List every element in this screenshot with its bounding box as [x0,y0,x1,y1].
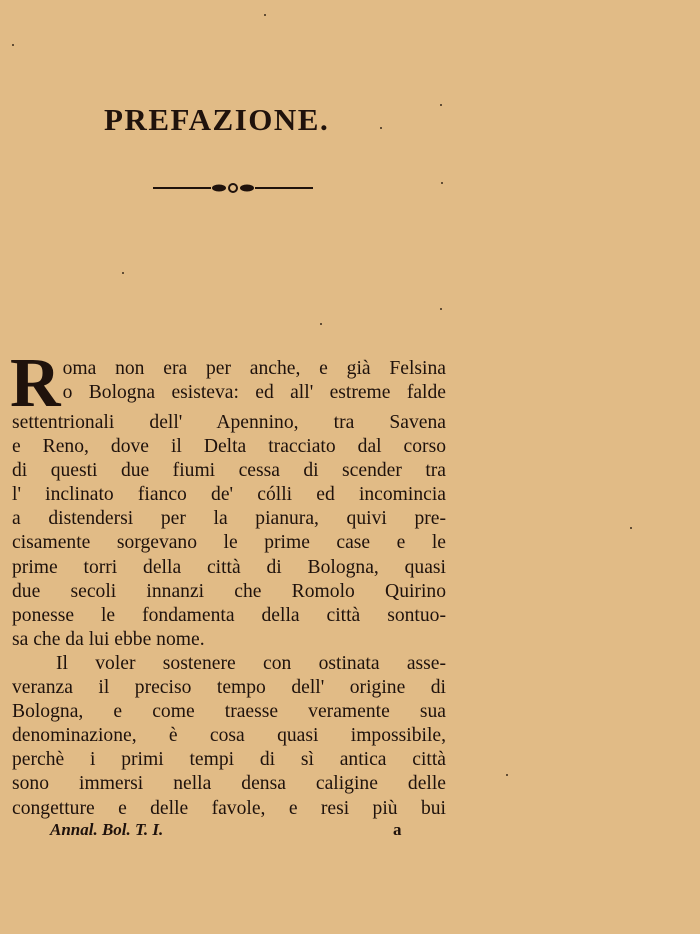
drop-cap: R [10,345,61,422]
ornament-rule-icon [153,180,313,196]
text-line: o Bologna esisteva: ed all' estreme falde [62,382,446,404]
text-line: veranza il preciso tempo dell' origine di [12,677,446,699]
paper-speck [122,272,124,274]
paper-speck [264,14,266,16]
page-title: PREFAZIONE. [104,102,330,137]
text-line: due secoli innanzi che Romolo Quirino [12,580,446,602]
text-line: congetture e delle favole, e resi più bui [12,797,446,819]
paper-speck [12,44,14,46]
text-line: e Reno, dove il Delta tracciato dal corso [12,436,446,458]
text-line: Il voler sostenere con ostinata asse- [56,652,446,674]
paper-speck [380,127,382,129]
paper-speck [630,527,632,529]
body-text [10,345,446,821]
text-line: a distendersi per la pianura, quivi pre- [12,508,446,530]
running-footer: Annal. Bol. T. I. [50,820,164,839]
text-line: oma non era per anche, e già Felsina [62,358,446,379]
paper-speck [320,323,322,325]
text-line: denominazione, è cosa quasi impossibile, [12,725,446,747]
paper-speck [441,182,443,184]
text-line: di questi due fiumi cessa di scender tra [12,460,446,482]
text-line: Bologna, e come traesse veramente sua [12,701,446,723]
paper-speck [506,774,508,776]
text-line: cisamente sorgevano le prime case e le [12,532,446,554]
text-line: sono immersi nella densa caligine delle [12,773,446,795]
text-line: ponesse le fondamenta della città sontuo- [12,604,446,626]
text-line: settentrionali dell' Apennino, tra Savena [12,412,446,433]
paper-speck [440,104,442,106]
text-line: l' inclinato fianco de' cólli ed incomincia [12,484,446,506]
text-line: prime torri della città di Bologna, quasi [12,556,446,578]
text-line: perchè i primi tempi di sì antica città [12,749,446,771]
text-line: sa che da lui ebbe nome. [12,628,205,650]
paper-speck [440,308,442,310]
signature-mark: a [393,820,402,839]
